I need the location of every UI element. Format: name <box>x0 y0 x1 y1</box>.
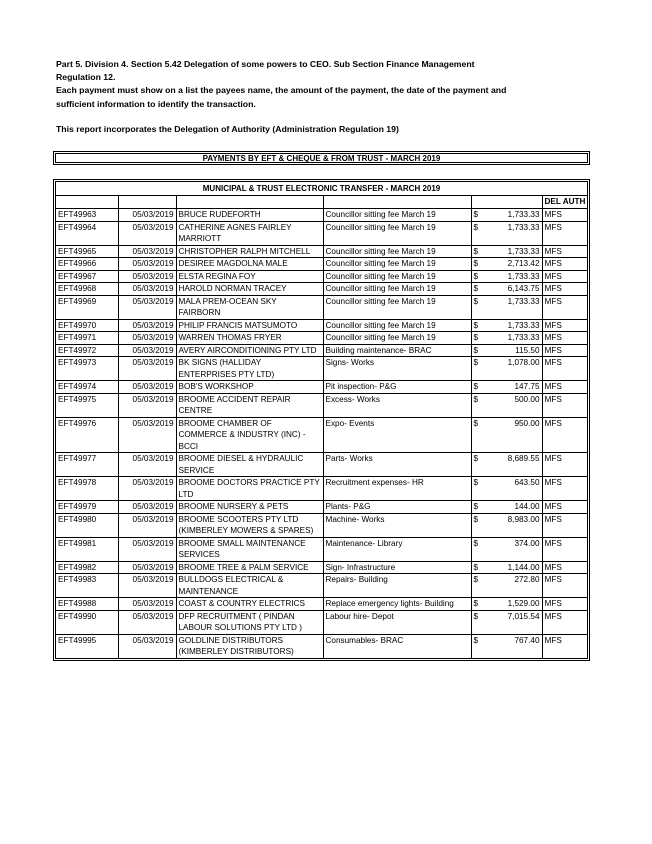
payment-amount <box>471 634 542 658</box>
payment-description: Councillor sitting fee March 19 <box>323 319 471 332</box>
amount-value: 643.50 <box>514 478 540 487</box>
eft-reference: EFT49976 <box>56 417 118 453</box>
eft-reference: EFT49975 <box>56 393 118 417</box>
delegated-authority: MFS <box>542 357 587 381</box>
payment-date: 05/03/2019 <box>118 634 176 658</box>
delegated-authority: MFS <box>542 598 587 611</box>
table-row <box>56 453 587 477</box>
currency-symbol: $ <box>473 502 479 511</box>
payee-name: DFP RECRUITMENT ( PINDAN LABOUR SOLUTIONS PTY LTD ) <box>176 610 323 634</box>
payment-description: Machine- Works <box>323 513 471 537</box>
payment-description: Councillor sitting fee March 19 <box>323 209 471 222</box>
delegated-authority: MFS <box>542 453 587 477</box>
eft-reference: EFT49967 <box>56 270 118 283</box>
payment-date: 05/03/2019 <box>118 270 176 283</box>
header-row <box>56 196 587 209</box>
payee-name: BK SIGNS (HALLIDAY ENTERPRISES PTY LTD) <box>176 357 323 381</box>
delegated-authority: MFS <box>542 295 587 319</box>
payment-date: 05/03/2019 <box>118 537 176 561</box>
eft-reference: EFT49969 <box>56 295 118 319</box>
payment-date: 05/03/2019 <box>118 598 176 611</box>
payment-amount <box>471 513 542 537</box>
payment-description: Councillor sitting fee March 19 <box>323 258 471 271</box>
eft-reference: EFT49972 <box>56 344 118 357</box>
payment-date: 05/03/2019 <box>118 344 176 357</box>
delegated-authority: MFS <box>542 513 587 537</box>
payments-table-container <box>53 179 590 661</box>
payee-name: CHRISTOPHER RALPH MITCHELL <box>176 245 323 258</box>
payee-name: MALA PREM-OCEAN SKY FAIRBORN <box>176 295 323 319</box>
payee-name: ELSTA REGINA FOY <box>176 270 323 283</box>
payment-description: Councillor sitting fee March 19 <box>323 332 471 345</box>
currency-symbol: $ <box>473 394 479 404</box>
amount-value: 1,144.00 <box>507 562 540 572</box>
payment-amount <box>471 574 542 598</box>
amount-value: 8,689.55 <box>507 454 540 463</box>
eft-reference: EFT49964 <box>56 221 118 245</box>
payment-date: 05/03/2019 <box>118 453 176 477</box>
table-row <box>56 332 587 345</box>
payee-name: HAROLD NORMAN TRACEY <box>176 283 323 296</box>
payment-description: Repairs- Building <box>323 574 471 598</box>
payment-date: 05/03/2019 <box>118 501 176 514</box>
payment-amount <box>471 209 542 222</box>
amount-value: 1,733.33 <box>507 320 540 330</box>
currency-symbol: $ <box>473 345 479 355</box>
payee-name: BROOME SCOOTERS PTY LTD (KIMBERLEY MOWERS & SPARES) <box>176 513 323 537</box>
amount-value: 950.00 <box>514 418 540 428</box>
delegated-authority: MFS <box>542 393 587 417</box>
payment-description: Labour hire- Depot <box>323 610 471 634</box>
payment-date: 05/03/2019 <box>118 574 176 598</box>
payment-date: 05/03/2019 <box>118 283 176 296</box>
currency-symbol: $ <box>473 454 479 463</box>
delegated-authority: MFS <box>542 561 587 574</box>
payment-amount <box>471 344 542 357</box>
currency-symbol: $ <box>473 538 479 548</box>
amount-value: 115.50 <box>515 345 540 355</box>
currency-symbol: $ <box>473 271 479 281</box>
table-row <box>56 270 587 283</box>
table-row <box>56 561 587 574</box>
payee-name: BROOME DIESEL & HYDRAULIC SERVICE <box>176 453 323 477</box>
delegated-authority: MFS <box>542 501 587 514</box>
delegated-authority: MFS <box>542 634 587 658</box>
eft-reference: EFT49995 <box>56 634 118 658</box>
payment-description: Parts- Works <box>323 453 471 477</box>
payment-description: Recruitment expenses- HR <box>323 477 471 501</box>
payee-name: BROOME DOCTORS PRACTICE PTY LTD <box>176 477 323 501</box>
delegated-authority: MFS <box>542 209 587 222</box>
payee-name: BROOME ACCIDENT REPAIR CENTRE <box>176 393 323 417</box>
payee-name: COAST & COUNTRY ELECTRICS <box>176 598 323 611</box>
payment-amount <box>471 270 542 283</box>
table-row <box>56 319 587 332</box>
delegated-authority: MFS <box>542 283 587 296</box>
payment-date: 05/03/2019 <box>118 393 176 417</box>
eft-reference: EFT49968 <box>56 283 118 296</box>
payment-description: Signs- Works <box>323 357 471 381</box>
payment-description: Sign- Infrastructure <box>323 561 471 574</box>
payment-description: Building maintenance- BRAC <box>323 344 471 357</box>
payment-description: Replace emergency lights- Building <box>323 598 471 611</box>
payee-name: BROOME TREE & PALM SERVICE <box>176 561 323 574</box>
payment-description: Plants- P&G <box>323 501 471 514</box>
payment-amount <box>471 537 542 561</box>
payment-description: Councillor sitting fee March 19 <box>323 221 471 245</box>
currency-symbol: $ <box>473 246 479 256</box>
payment-date: 05/03/2019 <box>118 245 176 258</box>
eft-reference: EFT49982 <box>56 561 118 574</box>
eft-reference: EFT49963 <box>56 209 118 222</box>
eft-reference: EFT49966 <box>56 258 118 271</box>
table-row <box>56 574 587 598</box>
delegated-authority: MFS <box>542 610 587 634</box>
eft-reference: EFT49990 <box>56 610 118 634</box>
amount-value: 147.75 <box>514 382 540 391</box>
payment-amount <box>471 332 542 345</box>
payment-description: Councillor sitting fee March 19 <box>323 270 471 283</box>
currency-symbol: $ <box>473 259 479 268</box>
payment-amount <box>471 393 542 417</box>
amount-value: 1,733.33 <box>507 333 540 342</box>
amount-value: 1,078.00 <box>507 358 540 367</box>
delegated-authority: MFS <box>542 221 587 245</box>
amount-value: 7,015.54 <box>507 611 540 621</box>
payment-amount <box>471 610 542 634</box>
eft-reference: EFT49965 <box>56 245 118 258</box>
table-title: MUNICIPAL & TRUST ELECTRONIC TRANSFER - MARCH 2019 <box>56 182 587 196</box>
payment-date: 05/03/2019 <box>118 258 176 271</box>
currency-symbol: $ <box>473 284 479 293</box>
payment-date: 05/03/2019 <box>118 319 176 332</box>
currency-symbol: $ <box>473 599 479 608</box>
currency-symbol: $ <box>473 478 479 487</box>
table-row <box>56 258 587 271</box>
table-row <box>56 417 587 453</box>
currency-symbol: $ <box>473 333 479 342</box>
amount-value: 500.00 <box>514 394 540 404</box>
payment-date: 05/03/2019 <box>118 209 176 222</box>
delegated-authority: MFS <box>542 537 587 561</box>
table-row <box>56 221 587 245</box>
payment-amount <box>471 245 542 258</box>
currency-symbol: $ <box>473 382 479 391</box>
delegated-authority: MFS <box>542 270 587 283</box>
payment-amount <box>471 319 542 332</box>
payment-amount <box>471 295 542 319</box>
intro-text <box>56 58 516 136</box>
payment-amount <box>471 357 542 381</box>
payment-date: 05/03/2019 <box>118 417 176 453</box>
table-row <box>56 344 587 357</box>
payment-description: Excess- Works <box>323 393 471 417</box>
payment-date: 05/03/2019 <box>118 513 176 537</box>
table-row <box>56 634 587 658</box>
payment-amount <box>471 221 542 245</box>
eft-reference: EFT49971 <box>56 332 118 345</box>
currency-symbol: $ <box>473 296 479 306</box>
eft-reference: EFT49974 <box>56 381 118 394</box>
payment-description: Expo- Events <box>323 417 471 453</box>
payments-table <box>56 196 587 658</box>
payment-amount <box>471 258 542 271</box>
table-row <box>56 513 587 537</box>
eft-reference: EFT49978 <box>56 477 118 501</box>
payment-amount <box>471 453 542 477</box>
amount-value: 1,733.33 <box>507 271 540 281</box>
payment-date: 05/03/2019 <box>118 332 176 345</box>
payment-description: Maintenance- Library <box>323 537 471 561</box>
currency-symbol: $ <box>473 611 479 621</box>
amount-value: 1,733.33 <box>507 222 540 232</box>
payment-date: 05/03/2019 <box>118 561 176 574</box>
del-auth-header: DEL AUTH <box>542 196 587 209</box>
table-row <box>56 245 587 258</box>
delegated-authority: MFS <box>542 344 587 357</box>
table-row <box>56 209 587 222</box>
amount-value: 1,733.33 <box>507 296 540 306</box>
currency-symbol: $ <box>473 514 479 524</box>
eft-reference: EFT49980 <box>56 513 118 537</box>
payee-name: AVERY AIRCONDITIONING PTY LTD <box>176 344 323 357</box>
amount-value: 6,143.75 <box>507 284 540 293</box>
amount-value: 1,733.33 <box>507 210 540 219</box>
payee-name: GOLDLINE DISTRIBUTORS (KIMBERLEY DISTRIBUTORS) <box>176 634 323 658</box>
table-row <box>56 283 587 296</box>
delegated-authority: MFS <box>542 477 587 501</box>
currency-symbol: $ <box>473 358 479 367</box>
delegated-authority: MFS <box>542 417 587 453</box>
table-row <box>56 295 587 319</box>
table-row <box>56 598 587 611</box>
eft-reference: EFT49977 <box>56 453 118 477</box>
payee-name: DESIREE MAGDOLNA MALE <box>176 258 323 271</box>
currency-symbol: $ <box>473 575 479 584</box>
payment-description: Pit inspection- P&G <box>323 381 471 394</box>
table-row <box>56 381 587 394</box>
eft-reference: EFT49979 <box>56 501 118 514</box>
payment-requirement: Each payment must show on a list the payees name, the amount of the payment, the date of the payment and sufficient information to identify the transaction. <box>56 85 507 109</box>
payment-description: Consumables- BRAC <box>323 634 471 658</box>
payment-amount <box>471 283 542 296</box>
payee-name: WARREN THOMAS FRYER <box>176 332 323 345</box>
payment-date: 05/03/2019 <box>118 610 176 634</box>
payment-date: 05/03/2019 <box>118 221 176 245</box>
payment-description: Councillor sitting fee March 19 <box>323 295 471 319</box>
amount-value: 2,713.42 <box>507 259 540 268</box>
payment-rows <box>56 209 587 658</box>
payment-amount <box>471 381 542 394</box>
eft-reference: EFT49973 <box>56 357 118 381</box>
table-row <box>56 610 587 634</box>
amount-value: 767.40 <box>514 635 540 645</box>
eft-reference: EFT49970 <box>56 319 118 332</box>
amount-value: 1,529.00 <box>507 599 540 608</box>
table-row <box>56 393 587 417</box>
payment-amount <box>471 417 542 453</box>
amount-value: 374.00 <box>514 538 540 548</box>
amount-value: 8,983.00 <box>507 514 540 524</box>
table-row <box>56 537 587 561</box>
delegation-note: This report incorporates the Delegation of Authority (Administration Regulation 19) <box>56 123 399 134</box>
delegated-authority: MFS <box>542 381 587 394</box>
payment-amount <box>471 561 542 574</box>
payee-name: BROOME CHAMBER OF COMMERCE & INDUSTRY (INC) - BCCI <box>176 417 323 453</box>
payment-date: 05/03/2019 <box>118 381 176 394</box>
payment-amount <box>471 477 542 501</box>
delegated-authority: MFS <box>542 258 587 271</box>
amount-value: 144.00 <box>514 502 540 511</box>
table-row <box>56 357 587 381</box>
payee-name: PHILIP FRANCIS MATSUMOTO <box>176 319 323 332</box>
payment-description: Councillor sitting fee March 19 <box>323 245 471 258</box>
currency-symbol: $ <box>473 222 479 232</box>
amount-value: 1,733.33 <box>507 246 540 256</box>
eft-reference: EFT49983 <box>56 574 118 598</box>
table-row <box>56 477 587 501</box>
payment-date: 05/03/2019 <box>118 295 176 319</box>
payment-date: 05/03/2019 <box>118 477 176 501</box>
currency-symbol: $ <box>473 635 479 645</box>
eft-reference: EFT49981 <box>56 537 118 561</box>
payment-date: 05/03/2019 <box>118 357 176 381</box>
delegated-authority: MFS <box>542 245 587 258</box>
payee-name: CATHERINE AGNES FAIRLEY MARRIOTT <box>176 221 323 245</box>
table-row <box>56 501 587 514</box>
currency-symbol: $ <box>473 320 479 330</box>
payment-amount <box>471 501 542 514</box>
amount-value: 272.80 <box>514 575 540 584</box>
currency-symbol: $ <box>473 562 479 572</box>
payee-name: BROOME NURSERY & PETS <box>176 501 323 514</box>
payee-name: BULLDOGS ELECTRICAL & MAINTENANCE <box>176 574 323 598</box>
eft-reference: EFT49988 <box>56 598 118 611</box>
payee-name: BRUCE RUDEFORTH <box>176 209 323 222</box>
delegated-authority: MFS <box>542 332 587 345</box>
currency-symbol: $ <box>473 418 479 428</box>
currency-symbol: $ <box>473 210 479 219</box>
delegated-authority: MFS <box>542 319 587 332</box>
payee-name: BROOME SMALL MAINTENANCE SERVICES <box>176 537 323 561</box>
payment-amount <box>471 598 542 611</box>
payment-description: Councillor sitting fee March 19 <box>323 283 471 296</box>
payee-name: BOB'S WORKSHOP <box>176 381 323 394</box>
report-banner: PAYMENTS BY EFT & CHEQUE & FROM TRUST - MARCH 2019 <box>53 151 590 165</box>
regulation-heading: Part 5. Division 4. Section 5.42 Delegation of some powers to CEO. Sub Section Finance Management Regulation 12. <box>56 59 475 83</box>
delegated-authority: MFS <box>542 574 587 598</box>
